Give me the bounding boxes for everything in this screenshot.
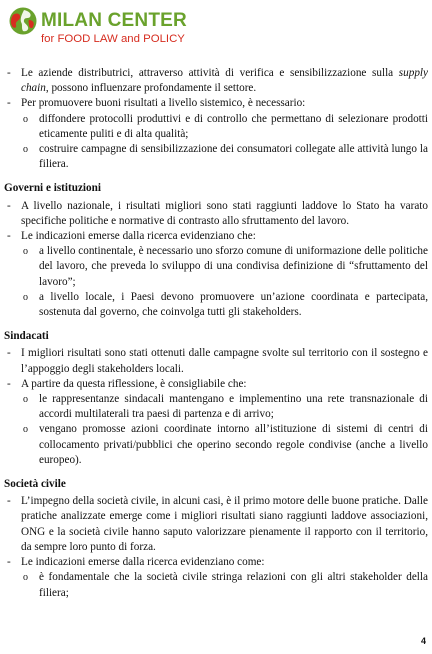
list-item bbox=[4, 66, 428, 96]
list-item bbox=[4, 346, 428, 376]
logo-title: MILAN CENTER bbox=[41, 10, 187, 31]
sub-bullet-marker: o bbox=[23, 113, 28, 125]
section-societa bbox=[4, 477, 428, 601]
list-item bbox=[4, 229, 428, 244]
item-text: A livello nazionale, i risultati migliori sono stati raggiunti laddove lo Stato ha varato specifiche politiche e normative di contrasto allo sfruttamento del lavoro. bbox=[21, 199, 428, 227]
section-sindacati bbox=[4, 329, 428, 468]
sub-list-item bbox=[4, 290, 428, 320]
logo-subtitle: for FOOD LAW and POLICY bbox=[41, 33, 185, 45]
bullet-marker: - bbox=[7, 67, 11, 79]
item-text: I migliori risultati sono stati ottenuti dalle campagne svolte sul territorio con il sostegno e l’appoggio degli stakeholders locali. bbox=[21, 347, 428, 375]
list-item bbox=[4, 377, 428, 392]
sub-bullet-marker: o bbox=[23, 291, 28, 303]
list-item bbox=[4, 96, 428, 111]
item-text: Le indicazioni emerse dalla ricerca evidenziano che: bbox=[21, 230, 256, 243]
bullet-marker: - bbox=[7, 199, 11, 212]
item-text: Le indicazioni emerse dalla ricerca evidenziano come: bbox=[21, 556, 265, 569]
sub-item-text: è fondamentale che la società civile stringa relazioni con gli altri stakeholder della filiera; bbox=[39, 571, 428, 599]
page-number: 4 bbox=[420, 636, 426, 646]
item-text-emphasis: supply chain bbox=[21, 67, 428, 95]
sub-item-text: a livello locale, i Paesi devono promuovere un’azione coordinata e partecipata, sostenuta dal governo, che coinvolga tutti gli stakeholders. bbox=[39, 290, 428, 319]
sub-list-item bbox=[4, 112, 428, 142]
section-heading: Società civile bbox=[4, 478, 66, 491]
bullet-marker: - bbox=[7, 556, 11, 569]
item-text: Per promuovere buoni risultati a livello sistemico, è necessario: bbox=[21, 97, 306, 110]
sub-bullet-marker: o bbox=[23, 144, 28, 156]
sub-item-text: diffondere protocolli produttivi e di controllo che permettano di selezionare prodotti eticamente puliti e di alta qualità; bbox=[39, 112, 428, 140]
sub-bullet-marker: o bbox=[23, 572, 28, 584]
globe-logo-icon bbox=[8, 6, 38, 36]
sub-item-text: costruire campagne di sensibilizzazione dei consumatori collegate alle attività lungo la filiera. bbox=[39, 143, 428, 171]
item-text: A partire da questa riflessione, è consigliabile che: bbox=[21, 377, 247, 390]
item-text: Le aziende distributrici, attraverso attività di verifica e sensibilizzazione sulla bbox=[21, 67, 399, 79]
sub-list-item bbox=[4, 392, 428, 422]
list-item bbox=[4, 494, 428, 555]
bullet-marker: - bbox=[7, 97, 11, 110]
sub-bullet-marker: o bbox=[23, 424, 28, 436]
bullet-marker: - bbox=[7, 495, 11, 508]
section-intro bbox=[4, 66, 428, 172]
sub-bullet-marker: o bbox=[23, 246, 28, 258]
list-item bbox=[4, 555, 428, 570]
sub-list-item bbox=[4, 244, 428, 290]
sub-list-item bbox=[4, 422, 428, 468]
section-heading: Governi e istituzioni bbox=[4, 182, 101, 195]
bullet-marker: - bbox=[7, 347, 11, 360]
sub-item-text: le rappresentanze sindacali mantengano e implementino una rete transnazionale di accordi multilaterali tra paesi di partenza e di arrivo; bbox=[39, 393, 428, 421]
section-governi bbox=[4, 181, 428, 320]
item-text: L’impegno della società civile, in alcuni casi, è il primo motore delle buone pratiche. Dalle pratiche analizzate emerge come i migliori risultati siano raggiunti laddove associazioni, ONG e la società civile hanno saputo valorizzare pienamente il rapporto con il territorio, da sempre loro punto di forza. bbox=[21, 495, 428, 553]
sub-bullet-marker: o bbox=[23, 394, 28, 406]
sub-item-text: a livello continentale, è necessario uno sforzo comune di uniformazione delle politiche del lavoro, che preveda lo sviluppo di una condivisa definizione di “sfruttamento del lavoro”; bbox=[39, 245, 428, 288]
sub-item-text: vengano promosse azioni coordinate intorno all’istituzione di sistemi di centri di collocamento privati/pubblici che operino secondo regole condivise (anche a livello europeo). bbox=[39, 423, 428, 466]
list-item bbox=[4, 199, 428, 229]
logo bbox=[8, 6, 208, 48]
document-body bbox=[4, 66, 428, 601]
sub-list-item bbox=[4, 142, 428, 172]
section-heading: Sindacati bbox=[4, 330, 49, 343]
sub-list-item bbox=[4, 570, 428, 600]
bullet-marker: - bbox=[7, 230, 11, 243]
bullet-marker: - bbox=[7, 377, 11, 390]
item-text: , possono influenzare profondamente il settore. bbox=[45, 82, 257, 95]
